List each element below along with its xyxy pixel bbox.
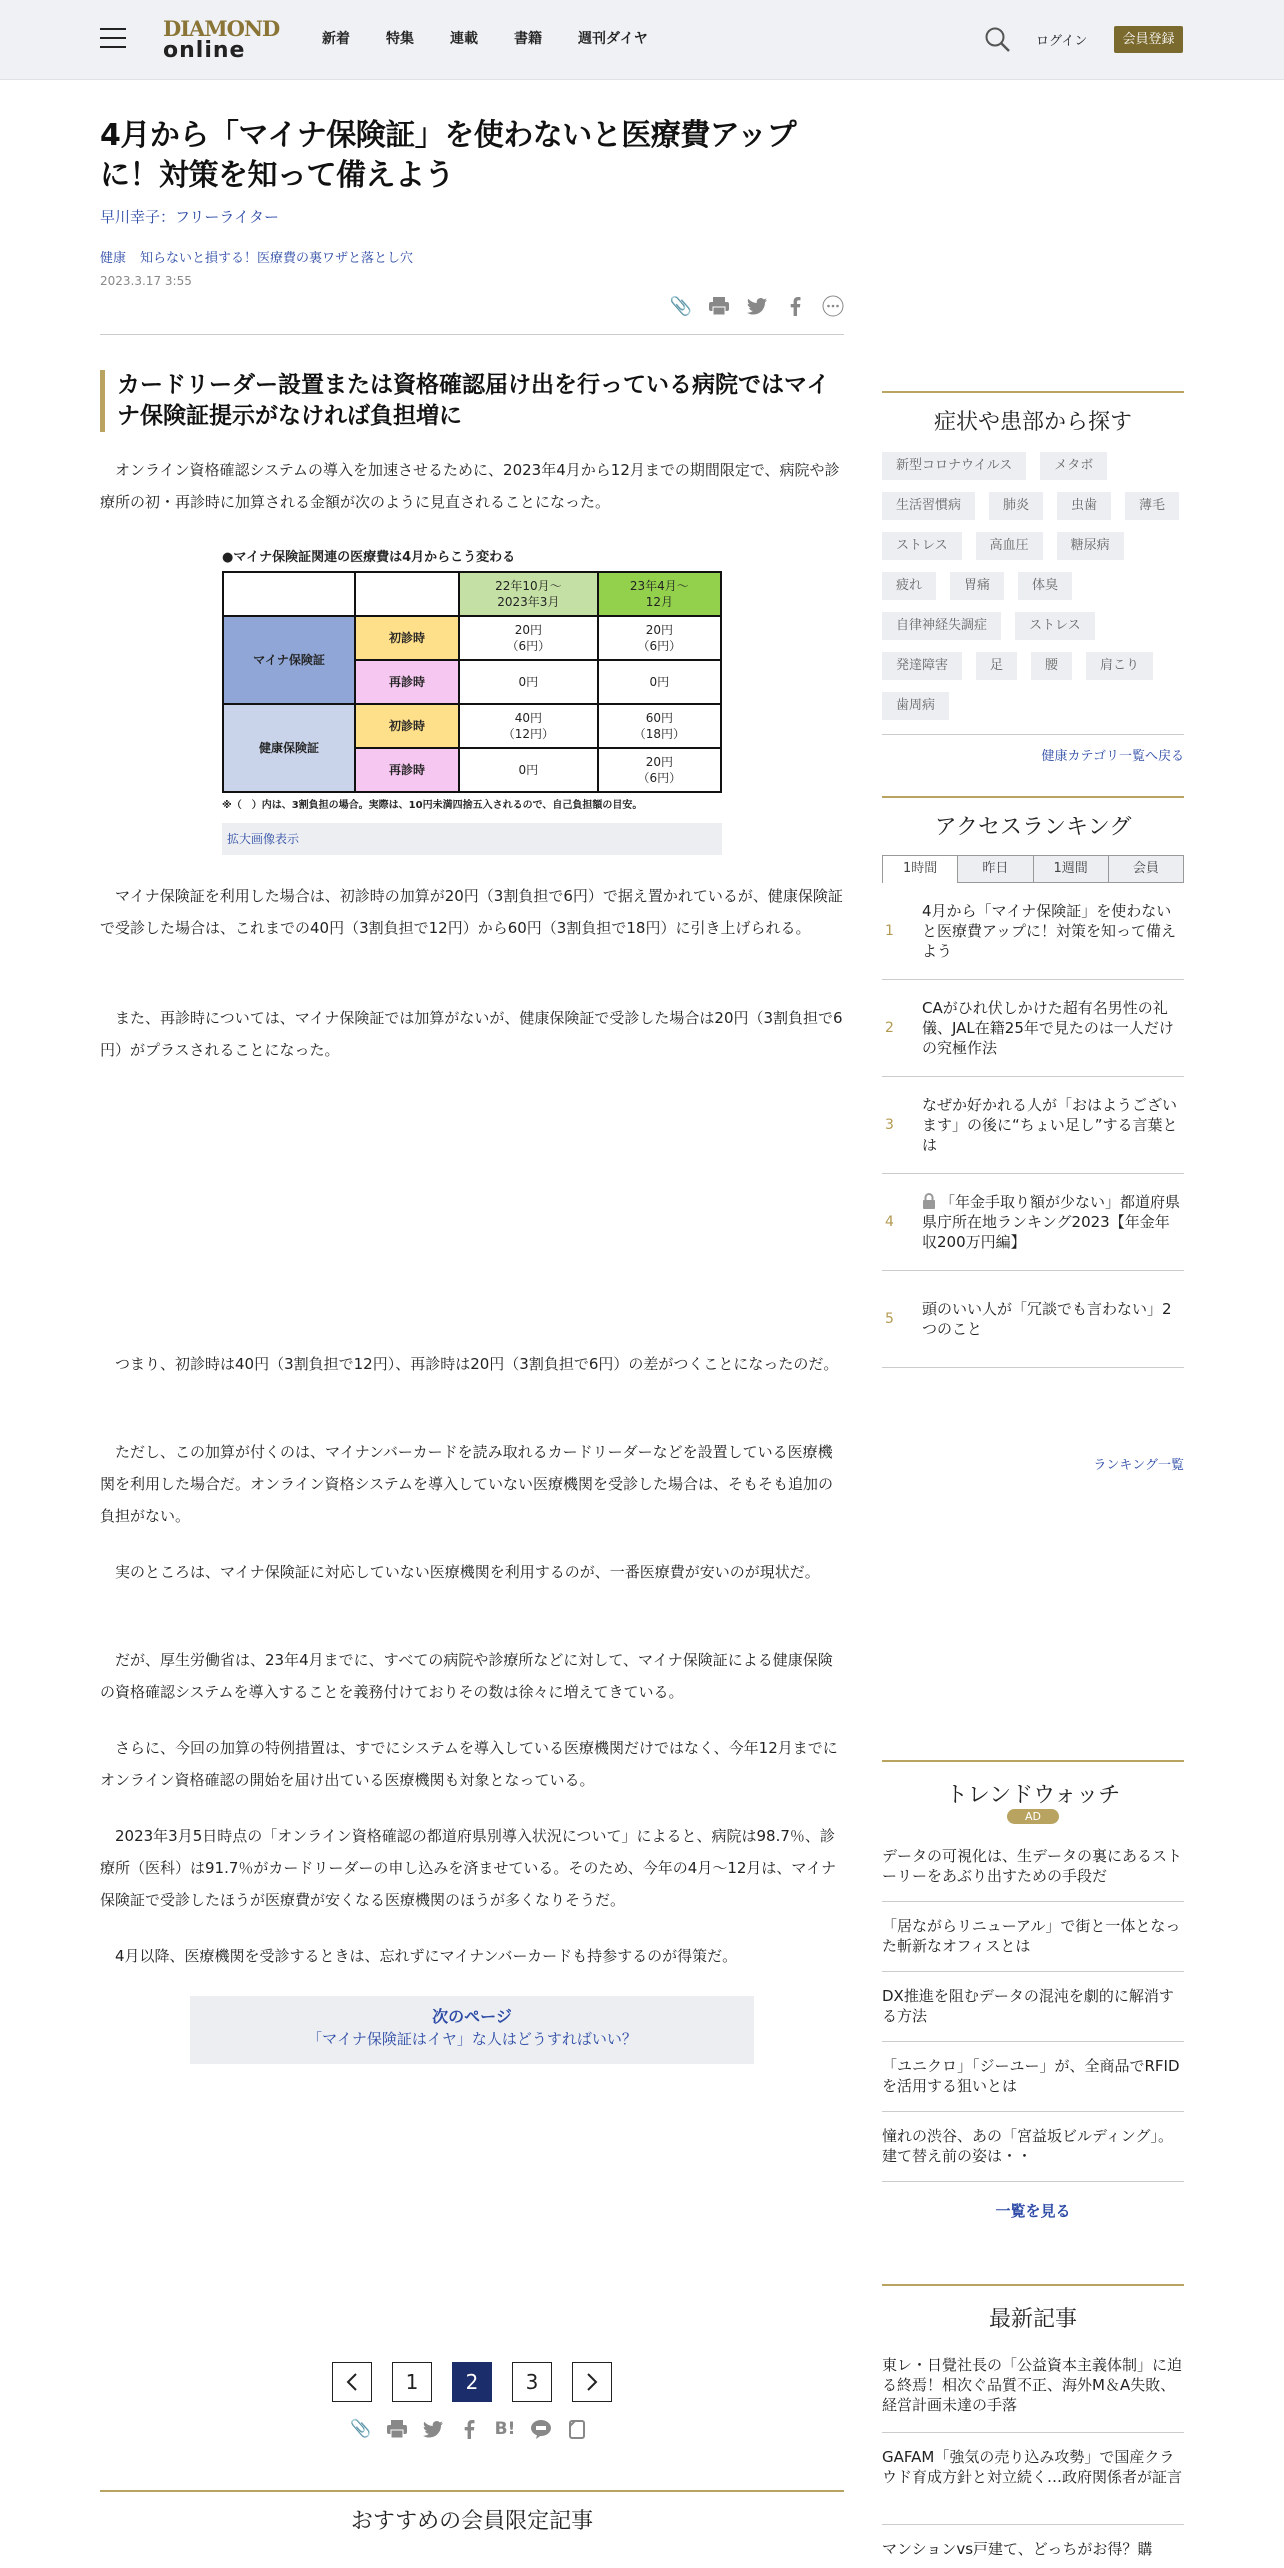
series-link[interactable]: 知らないと損する！医療費の裏ワザと落とし穴	[140, 251, 414, 266]
print-icon[interactable]	[708, 295, 730, 317]
symptom-footer	[882, 734, 1184, 764]
paragraph-2: マイナ保険証を利用した場合は、初診時の加算が20円（3割負担で6円）で据え置かれているが、健康保険証で受診した場合は、これまでの40円（3割負担で12円）から60円（3割負担で18円）に引き上げられる。	[100, 887, 843, 937]
ranking-list	[882, 883, 1184, 1368]
ranking-box	[882, 796, 1184, 1473]
author-link[interactable]: 早川幸子：フリーライター	[100, 208, 279, 226]
divider	[100, 2490, 844, 2492]
tag[interactable]: ストレス	[1015, 612, 1095, 640]
ranking-item[interactable]	[882, 883, 1184, 980]
tag[interactable]: 疲れ	[882, 572, 936, 600]
section-heading: カードリーダー設置または資格確認届け出を行っている病院ではマイナ保険証提示がなければ負担増に	[100, 370, 844, 432]
line-icon[interactable]	[530, 2418, 552, 2440]
next-page-button[interactable]	[190, 1996, 754, 2064]
tag[interactable]: 薄毛	[1125, 492, 1179, 520]
paragraph-4: つまり、初診時は40円（3割負担で12円）、再診時は20円（3割負担で6円）の差がつくことになったのだ。	[115, 1355, 839, 1373]
category-line	[100, 247, 427, 266]
trend-list-link[interactable]: 一覧を見る	[995, 2202, 1071, 2220]
share-bar-top	[670, 295, 844, 317]
tag[interactable]: 虫歯	[1057, 492, 1111, 520]
tag[interactable]: 自律神経失調症	[882, 612, 1001, 640]
symptom-heading: 症状や患部から探す	[882, 391, 1184, 436]
rank-title: 頭のいい人が「冗談でも言わない」2つのこと	[922, 1300, 1172, 1338]
row-mynah: マイナ保険証	[223, 616, 355, 704]
figure-caption: ●マイナ保険証関連の医療費は4月からこう変わる	[222, 550, 516, 565]
article-title: 4月から「マイナ保険証」を使わないと医療費アップに！対策を知って備えよう	[100, 118, 797, 193]
rank-number: 5	[885, 1311, 894, 1327]
figure-note: ※（ ）内は、3割負担の場合。実際は、10円未満四捨五入されるので、自己負担額の目安。	[222, 800, 643, 811]
page-3[interactable]: 3	[512, 2362, 552, 2402]
trend-item[interactable]: データの可視化は、生データの裏にあるストーリーをあぶり出すための手段だ	[882, 1832, 1184, 1902]
more-icon[interactable]	[822, 295, 844, 317]
cell: 20円 （6円）	[459, 616, 598, 660]
fee-table	[222, 571, 722, 793]
site-logo[interactable]	[163, 16, 280, 63]
publish-date: 2023.3.17 3:55	[100, 274, 192, 288]
symptom-box	[882, 391, 1184, 764]
prev-page-icon[interactable]	[332, 2362, 372, 2402]
latest-item[interactable]: 東レ・日覺社長の「公益資本主義体制」に迫る終焉！相次ぐ品質不正、海外M＆A失敗、経営計画未達の手落	[882, 2341, 1184, 2433]
ranking-item[interactable]	[882, 980, 1184, 1077]
paragraph-10: 4月以降、医療機関を受診するときは、忘れずにマイナンバーカードも持参するのが得策だ。	[115, 1947, 738, 1965]
twitter-icon[interactable]	[422, 2418, 444, 2440]
tag[interactable]: 足	[976, 652, 1017, 680]
tag[interactable]: 肺炎	[989, 492, 1043, 520]
lock-icon	[922, 1193, 936, 1209]
latest-box	[882, 2284, 1184, 2568]
tag[interactable]: 歯周病	[882, 692, 949, 720]
paragraph-6: 実のところは、マイナ保険証に対応していない医療機関を利用するのが、一番医療費が安いのが現状だ。	[115, 1563, 820, 1581]
pagination	[332, 2362, 612, 2402]
paragraph-9: 2023年3月5日時点の「オンライン資格確認の都道府県別導入状況について」によると、病院は98.7％、診療所（医科）は91.7％がカードリーダーの申し込みを済ませている。そのため、今年の4月～12月は、マイナ保険証で受診したほうが医療費が安くなる医療機関のほうが多くなりそうだ。	[100, 1827, 837, 1909]
logo-line2: online	[163, 38, 246, 63]
paragraph-5: ただし、この加算が付くのは、マイナンバーカードを読み取れるカードリーダーなどを設置している医療機関を利用した場合だ。オンライン資格システムを導入していない医療機関を受診した場合は、そもそも追加の負担がない。	[100, 1443, 834, 1525]
cell: 0円	[459, 660, 598, 704]
tab-1week[interactable]: 1週間	[1034, 855, 1109, 883]
latest-item[interactable]: マンションvs戸建て、どっちがお得？購	[882, 2540, 1153, 2558]
next-page-title: 「マイナ保険証はイヤ」な人はどうすればいい？	[307, 2030, 637, 2048]
trend-box	[882, 1760, 1184, 2221]
first-visit-label: 初診時	[355, 704, 459, 748]
cell: 0円	[598, 660, 721, 704]
nav-series[interactable]: 連載	[450, 31, 478, 47]
rank-number: 1	[885, 923, 894, 939]
register-button[interactable]: 会員登録	[1114, 26, 1183, 53]
tag[interactable]: 新型コロナウイルス	[882, 452, 1026, 480]
tag[interactable]: 高血圧	[976, 532, 1043, 560]
nav-new[interactable]: 新着	[322, 31, 350, 47]
tag[interactable]: 体臭	[1018, 572, 1072, 600]
tag[interactable]: 糖尿病	[1057, 532, 1124, 560]
cell: 0円	[459, 748, 598, 792]
share-bar-bottom	[350, 2418, 588, 2440]
re-visit-label: 再診時	[355, 748, 459, 792]
paragraph-8: さらに、今回の加算の特例措置は、すでにシステムを導入している医療機関だけではなく、今年12月までにオンライン資格確認の開始を届け出ている医療機関も対象となっている。	[100, 1739, 838, 1789]
paragraph-7: だが、厚生労働省は、23年4月までに、すべての病院や診療所などに対して、マイナ保険証による健康保険の資格確認システムを導入することを義務付けておりその数は徐々に増えてきている。	[100, 1651, 833, 1701]
col-head-old: 22年10月～ 2023年3月	[459, 572, 598, 616]
divider	[100, 334, 844, 335]
cell: 20円 （6円）	[598, 748, 721, 792]
rank-title: 「年金手取り額が少ない」都道府県県庁所在地ランキング2023【年金年収200万円編】	[922, 1193, 1181, 1251]
logo-line1: DIAMOND	[163, 16, 280, 41]
trend-item[interactable]: 憧れの渋谷、あの「宮益坂ビルディング」。建て替え前の姿は・・	[882, 2112, 1184, 2182]
menu-icon[interactable]	[100, 28, 126, 50]
clip-icon[interactable]: 📎	[669, 295, 693, 317]
ranking-item[interactable]	[882, 1077, 1184, 1174]
search-icon[interactable]	[984, 26, 1012, 54]
zoom-image-link[interactable]: 拡大画像表示	[222, 823, 722, 855]
ranking-list-link[interactable]: ランキング一覧	[1093, 1458, 1184, 1473]
tag[interactable]: ストレス	[882, 532, 962, 560]
ranking-heading: アクセスランキング	[882, 796, 1184, 841]
first-visit-label: 初診時	[355, 616, 459, 660]
global-header	[0, 0, 1284, 80]
tag[interactable]: 生活習慣病	[882, 492, 975, 520]
nav-books[interactable]: 書籍	[514, 31, 542, 47]
rank-number: 2	[885, 1020, 894, 1036]
facebook-icon[interactable]	[458, 2418, 480, 2440]
ranking-item[interactable]	[882, 1271, 1184, 1368]
global-nav	[322, 28, 684, 48]
login-link[interactable]: ログイン	[1036, 34, 1088, 49]
ranking-item[interactable]	[882, 1174, 1184, 1271]
tag[interactable]: 肩こり	[1086, 652, 1153, 680]
trend-item[interactable]: DX推進を阻むデータの混沌を劇的に解消する方法	[882, 1972, 1184, 2042]
latest-item[interactable]: GAFAM「強気の売り込み攻勢」で国産クラウド育成方針と対立続く…政府関係者が証言	[882, 2433, 1184, 2525]
clip-icon[interactable]: 📎	[350, 2419, 372, 2439]
cell: 20円 （6円）	[598, 616, 721, 660]
tab-1hour[interactable]: 1時間	[882, 855, 958, 883]
rank-title: なぜか好かれる人が「おはようございます」の後に“ちょい足し”する言葉とは	[922, 1096, 1178, 1154]
row-health: 健康保険証	[223, 704, 355, 792]
paragraph-3: また、再診時については、マイナ保険証では加算がないが、健康保険証で受診した場合は20円（3割負担で6円）がプラスされることになった。	[100, 1009, 843, 1059]
re-visit-label: 再診時	[355, 660, 459, 704]
rank-number: 4	[885, 1214, 894, 1230]
trend-list	[882, 1832, 1184, 2182]
page-1[interactable]: 1	[392, 2362, 432, 2402]
symptom-tags	[882, 452, 1184, 720]
cell: 40円 （12円）	[459, 704, 598, 748]
tag[interactable]: 発達障害	[882, 652, 962, 680]
tab-yesterday[interactable]: 昨日	[958, 855, 1033, 883]
cell: 60円 （18円）	[598, 704, 721, 748]
trend-heading: トレンドウォッチ	[882, 1760, 1184, 1809]
facebook-icon[interactable]	[784, 295, 806, 317]
nav-feature[interactable]: 特集	[386, 31, 414, 47]
paragraph-1: オンライン資格確認システムの導入を加速させるために、2023年4月から12月までの期間限定で、病院や診療所の初・再診時に加算される金額が次のように見直されることになった。	[100, 461, 840, 511]
ad-badge: AD	[1007, 1809, 1059, 1824]
rank-number: 3	[885, 1117, 894, 1133]
trend-item[interactable]: 「居ながらリニューアル」で街と一体となった斬新なオフィスとは	[882, 1902, 1184, 1972]
fee-table-figure	[222, 546, 722, 855]
next-page-icon[interactable]	[572, 2362, 612, 2402]
col-head-new: 23年4月～ 12月	[598, 572, 721, 616]
tag[interactable]: 胃痛	[950, 572, 1004, 600]
trend-item[interactable]: 「ユニクロ」「ジーユー」が、全商品でRFIDを活用する狙いとは	[882, 2042, 1184, 2112]
page-2[interactable]: 2	[452, 2362, 492, 2402]
rank-title: CAがひれ伏しかけた超有名男性の礼儀、JAL在籍25年で見たのは一人だけの究極作法	[922, 999, 1174, 1057]
latest-heading: 最新記事	[882, 2284, 1184, 2333]
tag[interactable]: 腰	[1031, 652, 1072, 680]
tab-members[interactable]: 会員	[1109, 855, 1184, 883]
tag[interactable]: メタボ	[1040, 452, 1107, 480]
latest-list	[882, 2341, 1184, 2568]
next-page-label: 次のページ	[432, 2007, 512, 2026]
ranking-tabs	[882, 855, 1184, 883]
rank-title: 4月から「マイナ保険証」を使わないと医療費アップに！対策を知って備えよう	[922, 902, 1176, 960]
print-icon[interactable]	[386, 2418, 408, 2440]
pocket-icon[interactable]	[566, 2418, 588, 2440]
hatena-icon[interactable]: B!	[494, 2419, 516, 2439]
health-category-link[interactable]: 健康カテゴリ一覧へ戻る	[1041, 749, 1184, 764]
twitter-icon[interactable]	[746, 295, 768, 317]
nav-weekly[interactable]: 週刊ダイヤ	[578, 31, 648, 47]
category-link[interactable]: 健康	[100, 251, 127, 266]
recommend-heading: おすすめの会員限定記事	[350, 2509, 594, 2534]
